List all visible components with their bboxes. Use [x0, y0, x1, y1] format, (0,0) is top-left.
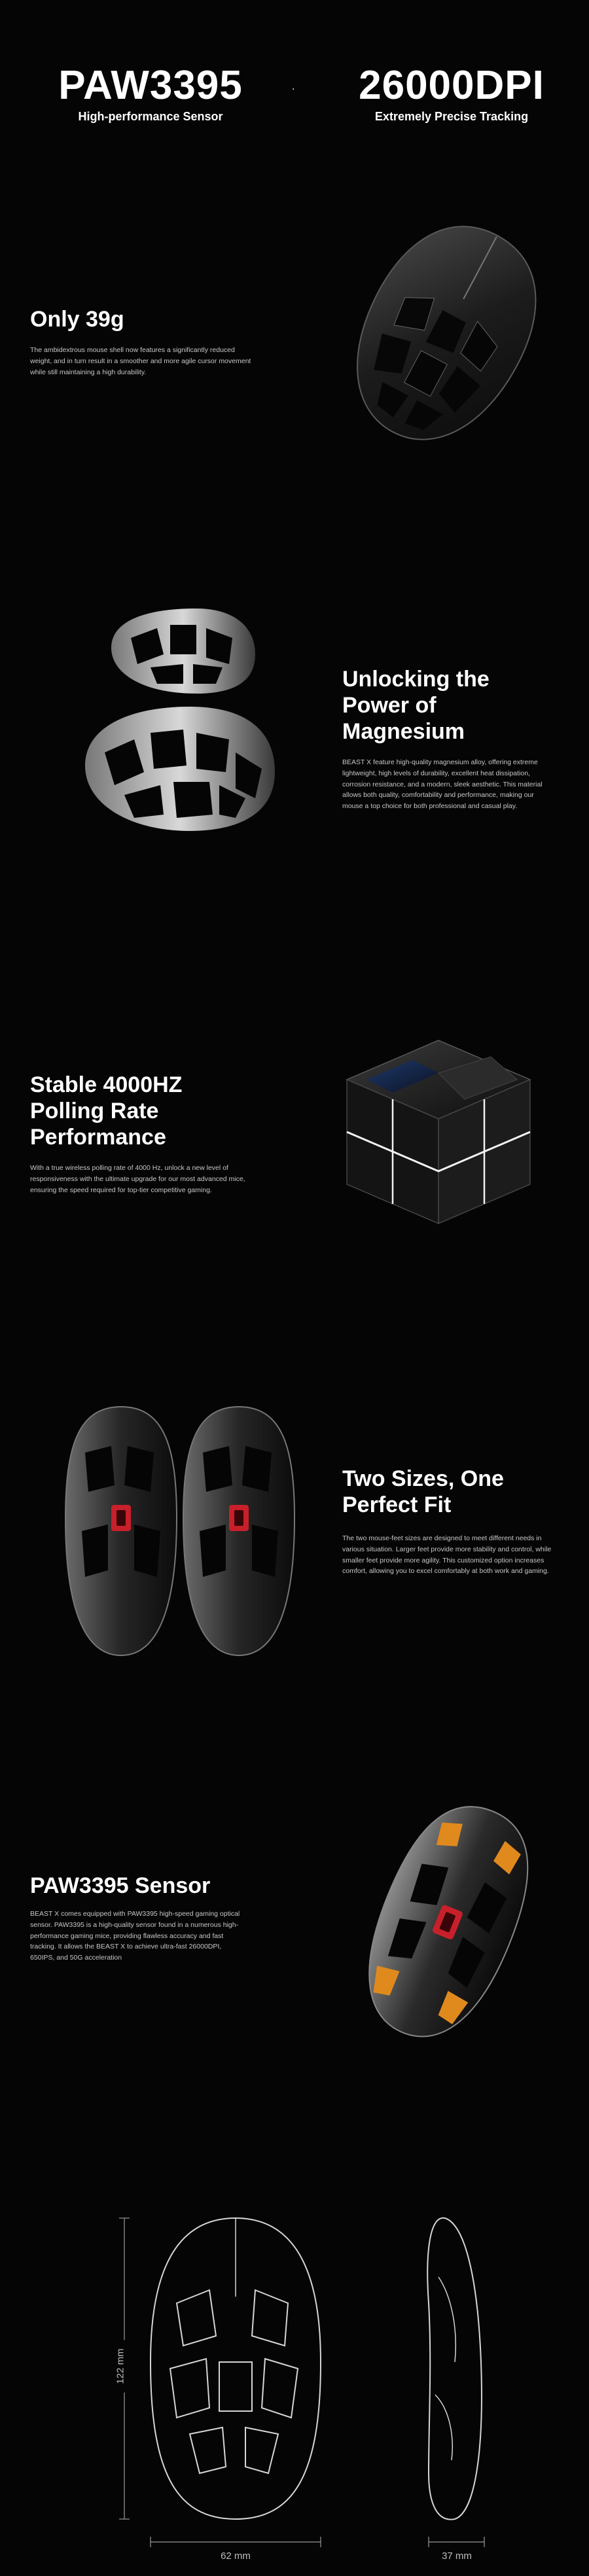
- dimension-diagram: [98, 2198, 524, 2565]
- magnesium-title-line-3: Magnesium: [342, 719, 465, 744]
- magnesium-shell-image: [79, 602, 288, 838]
- stat-separator: .: [292, 81, 295, 92]
- weight-title: Only 39g: [30, 307, 124, 332]
- magnesium-title-line-2: Power of: [342, 693, 437, 718]
- mouse-top-image: [327, 209, 563, 458]
- stat-dpi-caption: Extremely Precise Tracking: [374, 110, 529, 123]
- sensor-body: BEAST X comes equipped with PAW3395 high-speed gaming optical sensor. PAW3395 is a high-quality sensor found in a numerous high-performance gaming mice, providing flawless accuracy and fast tracking. It allows the BEAST X to achieve ultra-fast 26000DPI, 650IPS, and 50G acceleration: [30, 1910, 240, 1962]
- polling-title-line-2: Polling Rate: [30, 1099, 159, 1123]
- mouse-sensor-image: [340, 1793, 556, 2048]
- magnesium-body: BEAST X feature high-quality magnesium alloy, offering extreme lightweight, high levels of durability, excellent heat dissipation, corrosion resistance, and a modern, sleek aesthetic. This material allows both quality, comfortability and performance, making our mouse a top choice for both professional and casual play.: [342, 758, 543, 811]
- dimension-side-width-label: 37 mm: [442, 2550, 472, 2562]
- weight-body: The ambidextrous mouse shell now features a significantly reduced weight, and in turn result in a smoother and more agile cursor movement while still maintaining a high durability.: [30, 346, 251, 376]
- dimension-height-label: 122 mm: [115, 2340, 126, 2393]
- mouse-bottom-pair-image: [59, 1400, 301, 1662]
- stat-sensor-caption: High-performance Sensor: [78, 110, 223, 123]
- polling-title-line-3: Performance: [30, 1125, 166, 1150]
- stat-sensor-value: PAW3395: [58, 63, 243, 108]
- receiver-dongle-image: [327, 1034, 550, 1230]
- stat-dpi-value: 26000DPI: [359, 63, 544, 108]
- sizes-title-line-1: Two Sizes, One: [342, 1466, 504, 1491]
- dimension-width-label: 62 mm: [221, 2550, 251, 2562]
- sensor-title: PAW3395 Sensor: [30, 1873, 211, 1898]
- polling-body: With a true wireless polling rate of 4000 Hz, unlock a new level of responsiveness with the ultimate upgrade for our most advanced mice, ensuring the speed required for top-tier competitive gaming.: [30, 1164, 245, 1194]
- magnesium-title-line-1: Unlocking the: [342, 667, 490, 692]
- sizes-title-line-2: Perfect Fit: [342, 1492, 452, 1517]
- sizes-body: The two mouse-feet sizes are designed to meet different needs in various situation. Larger feet provide more stability and control, while smaller feet provide more agility. This customized option increases comfort, allowing you to excel comfortably at both work and gaming.: [342, 1534, 552, 1576]
- polling-title-line-1: Stable 4000HZ: [30, 1072, 183, 1097]
